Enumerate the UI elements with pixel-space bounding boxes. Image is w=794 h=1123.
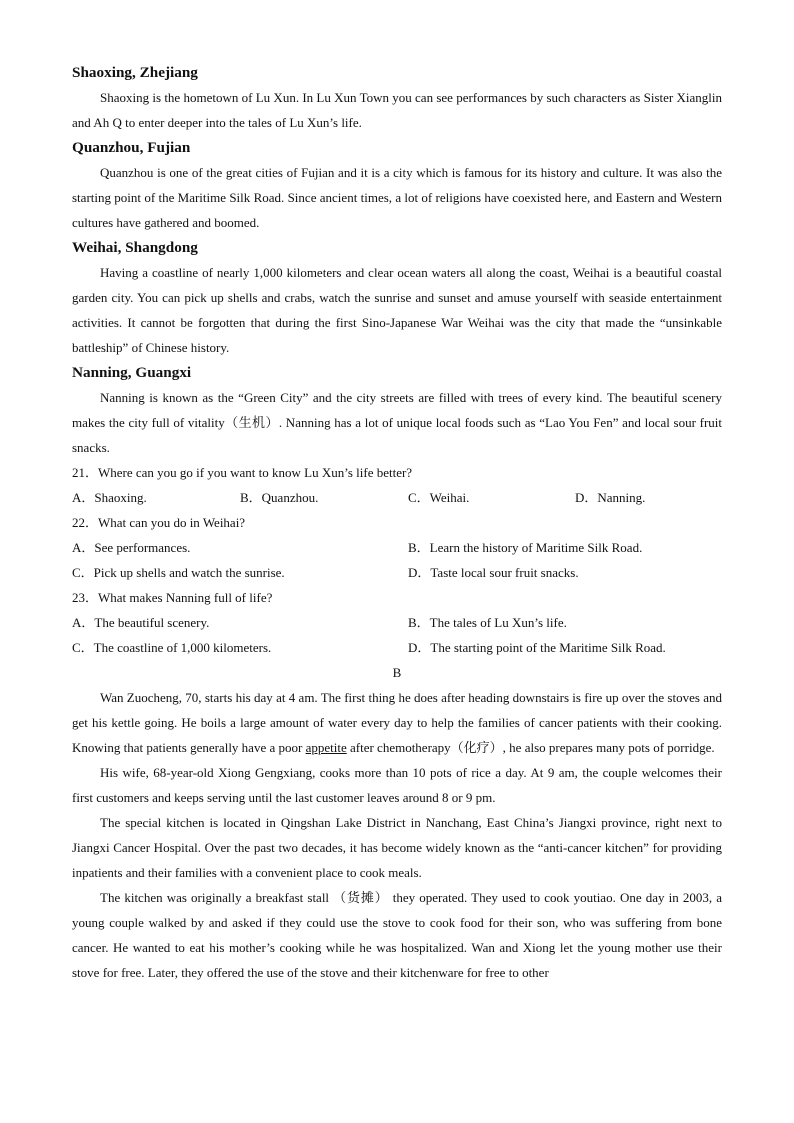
question-23-options-row2: [72, 635, 722, 660]
question-22-option-d: D．Taste local sour fruit snacks.: [408, 565, 579, 580]
question-23-option-c: C．The coastline of 1,000 kilometers.: [72, 640, 272, 655]
city-paragraph-nanning: Nanning is known as the “Green City” and the city streets are filled with trees of every kind. The beautiful scenery makes the city full of vitality（生机）. Nanning has a lot of unique local foods such as “Lao You Fen” and local sour fruit snacks.: [72, 390, 722, 455]
question-22-option-c: C．Pick up shells and watch the sunrise.: [72, 565, 285, 580]
city-heading-quanzhou: Quanzhou, Fujian: [72, 139, 191, 156]
city-heading-nanning: Nanning, Guangxi: [72, 364, 192, 381]
question-23-option-a: A．The beautiful scenery.: [72, 615, 210, 630]
question-22-options-row2: [72, 560, 722, 585]
document-page: [72, 60, 722, 985]
question-21-option-b: B．Quanzhou.: [240, 490, 319, 505]
question-21-stem: 21．Where can you go if you want to know Lu Xun’s life better?: [72, 465, 413, 480]
city-paragraph-quanzhou: Quanzhou is one of the great cities of Fujian and it is a city which is famous for its history and culture. It was also the starting point of the Maritime Silk Road. Since ancient times, a lot of religions have coexisted here, and Eastern and Western cultures have gathered and boomed.: [72, 165, 722, 230]
question-23-option-b: B．The tales of Lu Xun’s life.: [408, 615, 567, 630]
question-21-option-c: C．Weihai.: [408, 490, 470, 505]
underlined-word-appetite: appetite: [305, 740, 347, 755]
question-21-options: [72, 485, 722, 510]
question-23-option-d: D．The starting point of the Maritime Silk Road.: [408, 640, 666, 655]
question-22-options-row1: [72, 535, 722, 560]
passage-b-p1-text-before: Wan Zuocheng, 70, starts his day at 4 am. The first thing he does after heading downstairs is fire up over the stoves and get his kettle going. He boils a large amount of water every day to help the families of cancer patients with their cooking. Knowing that patients generally have a poor: [72, 690, 722, 755]
question-22-stem: 22．What can you do in Weihai?: [72, 515, 246, 530]
passage-b-paragraph-3: The special kitchen is located in Qingshan Lake District in Nanchang, East China’s Jiangxi province, right next to Jiangxi Cancer Hospital. Over the past two decades, it has become widely known as the “anti-cancer kitchen” for providing inpatients and their families with a convenient place to cook meals.: [72, 815, 722, 880]
question-23-stem: 23．What makes Nanning full of life?: [72, 590, 273, 605]
passage-b-p1-text-after: after chemotherapy（化疗）, he also prepares many pots of porridge.: [346, 740, 715, 755]
passage-b-paragraph-4: The kitchen was originally a breakfast stall （货摊） they operated. They used to cook youtiao. One day in 2003, a young couple walked by and asked if they could use the stove to cook food for their son, who was suffering from bone cancer. He wanted to eat his mother’s cooking while he was hospitalized. Wan and Xiong let the young mother use their stove for free. Later, they offered the use of the stove and their kitchenware for free to other: [72, 890, 722, 980]
question-22-option-b: B．Learn the history of Maritime Silk Road.: [408, 540, 643, 555]
city-paragraph-weihai: Having a coastline of nearly 1,000 kilometers and clear ocean waters all along the coast, Weihai is a beautiful coastal garden city. You can pick up shells and crabs, watch the sunrise and sunset and amuse yourself with seaside entertainment activities. It cannot be forgotten that during the first Sino-Japanese War Weihai was the city that made the “unsinkable battleship” of Chinese history.: [72, 265, 722, 355]
question-23-options-row1: [72, 610, 722, 635]
passage-b-paragraph-2: His wife, 68-year-old Xiong Gengxiang, cooks more than 10 pots of rice a day. At 9 am, the couple welcomes their first customers and keeps serving until the last customer leaves around 8 or 9 pm.: [72, 765, 722, 805]
passage-b-label: B: [392, 665, 402, 680]
city-heading-shaoxing: Shaoxing, Zhejiang: [72, 64, 198, 81]
passage-b-paragraph-1: [72, 685, 722, 760]
question-22-option-a: A．See performances.: [72, 540, 191, 555]
city-paragraph-shaoxing: Shaoxing is the hometown of Lu Xun. In Lu Xun Town you can see performances by such characters as Sister Xianglin and Ah Q to enter deeper into the tales of Lu Xun’s life.: [72, 90, 722, 130]
city-heading-weihai: Weihai, Shangdong: [72, 239, 198, 256]
question-21-option-a: A．Shaoxing.: [72, 490, 147, 505]
question-21-option-d: D．Nanning.: [575, 490, 646, 505]
